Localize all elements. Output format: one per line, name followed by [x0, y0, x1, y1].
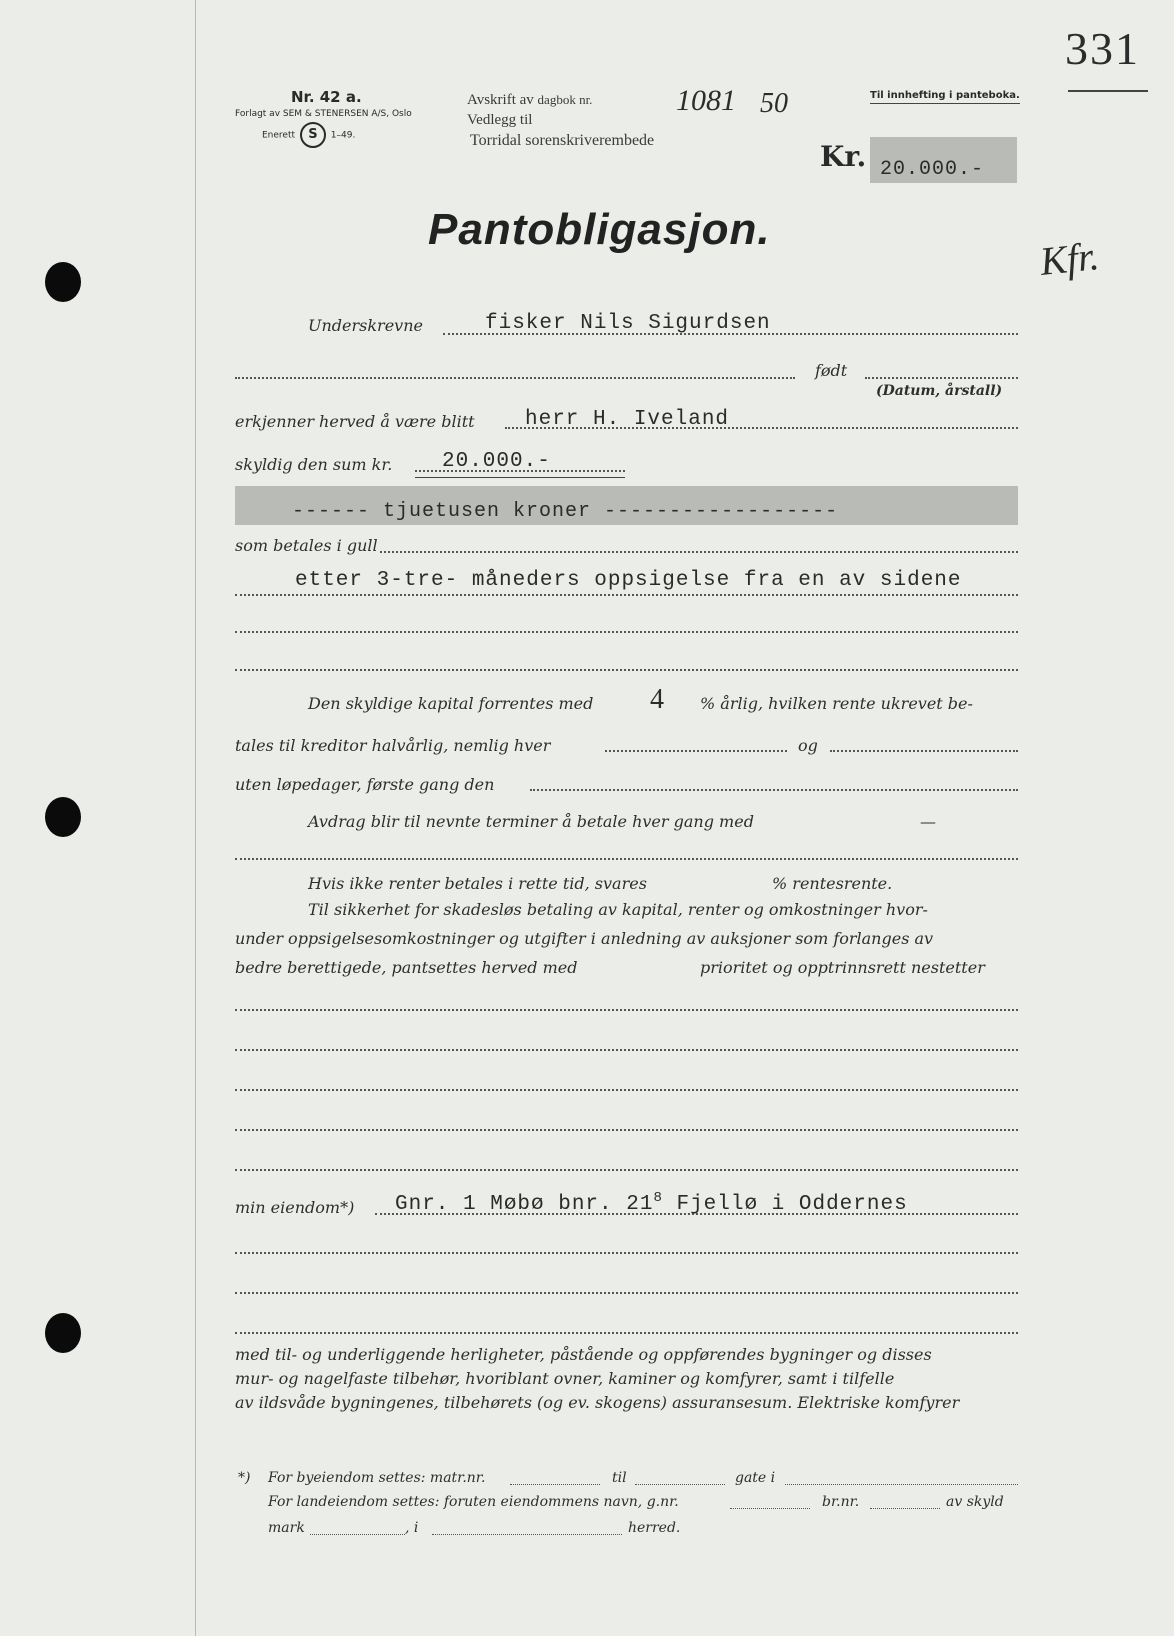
punch-hole [45, 797, 81, 837]
eiendom-value-b: Fjellø i Oddernes [662, 1193, 908, 1216]
interest-label: Den skyldige kapital forrentes med [308, 694, 594, 713]
fodt-line [865, 377, 1018, 379]
blank-line [235, 631, 1018, 633]
footnote-line-3a: mark [268, 1520, 305, 1536]
footnote-line-1a: For byeiendom settes: matr.nr. [268, 1470, 486, 1486]
stamp-line-2: Vedlegg til [467, 112, 533, 128]
underskrevne-value: fisker Nils Sigurdsen [485, 312, 771, 335]
kr-amount: 20.000.- [880, 158, 985, 181]
rentesrente-label: % rentesrente. [772, 874, 893, 893]
interest-rate: 4 [650, 684, 664, 715]
footnote-dots [432, 1534, 622, 1535]
underskrevne-label: Underskrevne [308, 316, 423, 335]
initials-mark: Kfr. [1037, 233, 1102, 284]
halvarlig-label: tales til kreditor halvårlig, nemlig hver [235, 736, 551, 755]
betales-line [380, 551, 1018, 553]
footnote-dots [870, 1508, 940, 1509]
forste-gang-label: uten løpedager, første gang den [235, 775, 495, 794]
blank-line [235, 1292, 1018, 1294]
datum-hint: (Datum, årstall) [876, 383, 1003, 399]
betales-value: etter 3-tre- måneders oppsigelse fra en av sidene [295, 569, 962, 592]
skyldig-underline [415, 477, 625, 478]
blank-line [235, 1009, 1018, 1011]
page-number-underline [1068, 90, 1148, 92]
dagbok-number: 1081 [676, 84, 736, 117]
form-number: Nr. 42 a. [291, 88, 362, 106]
dagbok-year: 50 [760, 88, 788, 119]
stamp-line-1 [467, 92, 592, 109]
footnote-line-3c: herred. [628, 1520, 681, 1536]
avdrag-label: Avdrag blir til nevnte terminer å betale hver gang med [308, 812, 754, 831]
amount-in-words: ------ tjuetusen kroner ------------------ [292, 500, 839, 523]
stamp-line-3: Torridal sorenskriverembede [470, 132, 655, 149]
blank-line [235, 669, 1018, 671]
sikkerhet-line-3b: prioritet og opptrinnsrett nestetter [700, 958, 985, 977]
name-continuation-line [235, 377, 795, 379]
publisher-enerett: Enerett [262, 130, 296, 141]
binding-note-underline [870, 103, 1020, 104]
closing-line-3: av ildsvåde bygningenes, tilbehørets (og ev. skogens) assuransesum. Elektriske komfyrer [235, 1393, 960, 1412]
footnote-line-2b: br.nr. [822, 1494, 860, 1510]
sikkerhet-line-3a: bedre berettigede, pantsettes herved med [235, 958, 578, 977]
footnote-line-1b: til [612, 1470, 627, 1486]
document-title: Pantobligasjon. [428, 205, 771, 254]
footnote-dots [635, 1484, 725, 1485]
publisher-line-2 [262, 122, 355, 148]
footnote-marker: *) [238, 1470, 251, 1486]
footnote-dots [730, 1508, 810, 1509]
publisher-date: 1–49. [330, 130, 356, 141]
avdrag-value: — [920, 812, 936, 831]
forste-gang-line [530, 789, 1018, 791]
halvarlig-line-1 [605, 750, 787, 752]
publisher-logo-icon: S [300, 122, 326, 148]
halvarlig-line-2 [830, 750, 1018, 752]
erkjenner-label: erkjenner herved å være blitt [235, 412, 475, 431]
blank-line [235, 1332, 1018, 1334]
sikkerhet-line-1: Til sikkerhet for skadesløs betaling av kapital, renter og omkostninger hvor- [308, 900, 928, 919]
og-label: og [798, 736, 818, 755]
sikkerhet-line-2: under oppsigelsesomkostninger og utgifter i anledning av auksjoner som forlanges av [235, 929, 934, 948]
binding-note: Til innhefting i panteboka. [870, 90, 1020, 101]
footnote-line-2c: av skyld [946, 1494, 1004, 1510]
footnote-dots [310, 1534, 405, 1535]
blank-line [235, 1049, 1018, 1051]
fodt-label: født [815, 361, 848, 380]
hvis-label: Hvis ikke renter betales i rette tid, svares [308, 874, 647, 893]
stamp-dagbok: dagbok nr. [537, 92, 593, 107]
closing-line-1: med til- og underliggende herligheter, påstående og oppførendes bygninger og disses [235, 1345, 932, 1364]
closing-line-2: mur- og nagelfaste tilbehør, hvoriblant ovner, kaminer og komfyrer, samt i tilfelle [235, 1369, 895, 1388]
betales-label: som betales i gull [235, 536, 378, 555]
stamp-avskrift: Avskrift av [467, 92, 534, 108]
avdrag-line [235, 858, 1018, 860]
page-number: 331 [1065, 23, 1140, 74]
eiendom-value-sup: 8 [653, 1190, 663, 1206]
punch-hole [45, 1313, 81, 1353]
publisher-line: Forlagt av SEM & STENERSEN A/S, Oslo [235, 109, 412, 119]
eiendom-label: min eiendom*) [235, 1198, 355, 1217]
punch-hole [45, 262, 81, 302]
footnote-line-1c: gate i [735, 1470, 776, 1486]
footnote-dots [785, 1484, 1018, 1485]
blank-line [235, 1169, 1018, 1171]
footnote-dots [510, 1484, 600, 1485]
erkjenner-value: herr H. Iveland [525, 408, 730, 431]
kr-label: Kr. [820, 140, 867, 173]
footnote-line-2a: For landeiendom settes: foruten eiendommens navn, g.nr. [268, 1494, 679, 1510]
margin-rule [195, 0, 196, 1636]
skyldig-label: skyldig den sum kr. [235, 455, 393, 474]
eiendom-value-a: Gnr. 1 Møbø bnr. 21 [395, 1193, 654, 1216]
eiendom-value [395, 1190, 908, 1216]
footnote-line-3b: , i [405, 1520, 419, 1536]
blank-line [235, 1252, 1018, 1254]
blank-line [235, 1129, 1018, 1131]
blank-line [235, 1089, 1018, 1091]
interest-text: % årlig, hvilken rente ukrevet be- [700, 694, 973, 713]
betales-line-2 [235, 594, 1018, 596]
skyldig-value: 20.000.- [442, 450, 551, 473]
